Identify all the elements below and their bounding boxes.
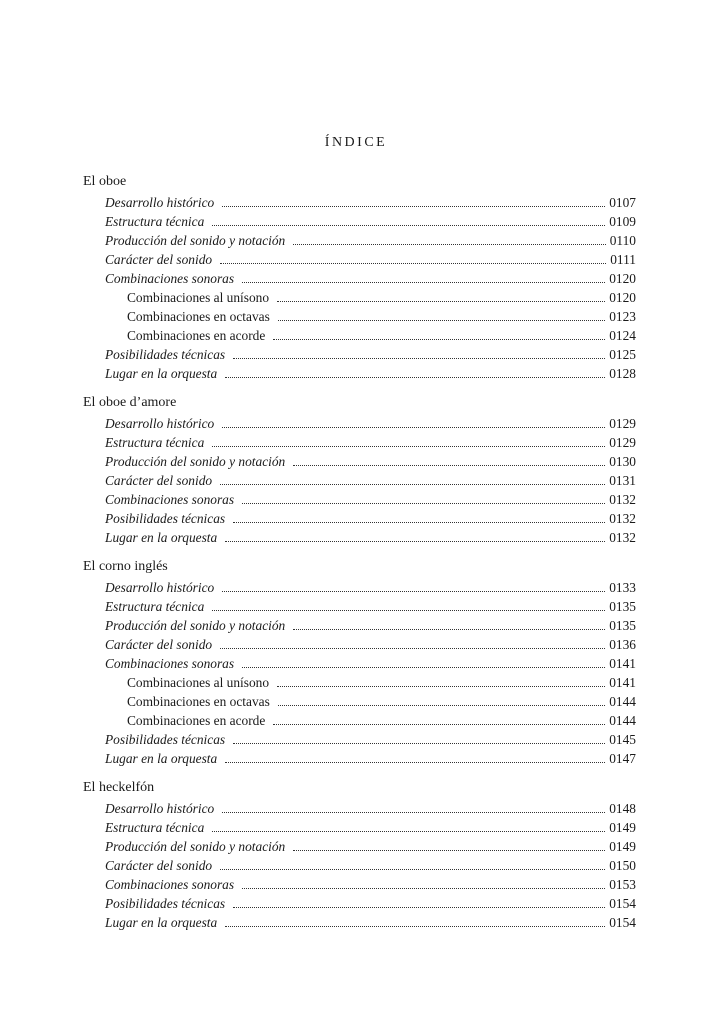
entry-label: Posibilidades técnicas [105,511,226,526]
entry-label: Estructura técnica [105,820,205,835]
page-number: 0153 [609,877,636,892]
toc-entry[interactable] [83,509,636,528]
toc-entry[interactable] [83,326,636,345]
page-number: 0135 [609,599,636,614]
dot-leader [242,502,605,504]
toc-entry[interactable] [83,307,636,326]
page-number: 0120 [609,271,636,286]
entry-label: Lugar en la orquesta [105,751,218,766]
toc-entry[interactable] [83,749,636,768]
entry-label: Estructura técnica [105,599,205,614]
page-number: 0150 [609,858,636,873]
toc-entry[interactable] [83,913,636,932]
entry-label: Combinaciones al unísono [127,290,270,305]
entry-label: Posibilidades técnicas [105,347,226,362]
toc-entry[interactable] [83,654,636,673]
entry-label: Carácter del sonido [105,252,213,267]
toc-entry[interactable] [83,490,636,509]
entry-label: Carácter del sonido [105,637,213,652]
entry-label: Producción del sonido y notación [105,839,286,854]
page-number: 0110 [609,233,636,248]
toc-entry[interactable] [83,578,636,597]
toc-section [83,555,636,768]
toc-entry[interactable] [83,433,636,452]
section-heading: El heckelfón [83,780,155,795]
dot-leader [273,338,605,340]
toc-entry[interactable] [83,414,636,433]
entry-label: Estructura técnica [105,435,205,450]
dot-leader [222,811,605,813]
dot-leader [293,243,605,245]
toc-section [83,776,636,932]
toc-entry[interactable] [83,730,636,749]
toc-entry[interactable] [83,471,636,490]
dot-leader [212,224,605,226]
entry-label: Combinaciones en octavas [127,309,270,324]
page-number: 0154 [609,915,636,930]
page-number: 0128 [609,366,636,381]
page-number: 0133 [609,580,636,595]
toc-section [83,170,636,383]
page-number: 0131 [609,473,636,488]
dot-leader [233,906,605,908]
entry-label: Combinaciones en acorde [127,328,266,343]
entry-label: Carácter del sonido [105,858,213,873]
dot-leader [233,742,605,744]
dot-leader [225,761,605,763]
entry-label: Combinaciones en acorde [127,713,266,728]
toc-entry[interactable] [83,799,636,818]
dot-leader [233,357,605,359]
dot-leader [222,205,605,207]
dot-leader [225,925,605,927]
dot-leader [220,868,605,870]
page-number: 0130 [609,454,636,469]
page-number: 0107 [609,195,636,210]
dot-leader [220,262,606,264]
page-number: 0129 [609,435,636,450]
dot-leader [242,281,605,283]
entry-label: Combinaciones en octavas [127,694,270,709]
page-number: 0123 [609,309,636,324]
page-number: 0149 [609,839,636,854]
toc-entry[interactable] [83,269,636,288]
toc-entry[interactable] [83,193,636,212]
toc-entry[interactable] [83,875,636,894]
dot-leader [222,426,605,428]
toc-entry[interactable] [83,837,636,856]
page-number: 0149 [609,820,636,835]
page-number: 0136 [609,637,636,652]
entry-label: Desarrollo histórico [105,195,215,210]
toc-entry[interactable] [83,528,636,547]
entry-label: Combinaciones sonoras [105,656,235,671]
section-heading: El oboe [83,174,127,189]
entry-label: Desarrollo histórico [105,580,215,595]
dot-leader [278,704,605,706]
entry-label: Lugar en la orquesta [105,530,218,545]
toc-entry[interactable] [83,250,636,269]
page-number: 0124 [609,328,636,343]
dot-leader [212,445,605,447]
toc-entry[interactable] [83,212,636,231]
entry-label: Posibilidades técnicas [105,896,226,911]
toc-entry[interactable] [83,452,636,471]
page-number: 0135 [609,618,636,633]
page-number: 0144 [609,694,636,709]
toc-entry[interactable] [83,635,636,654]
dot-leader [293,849,605,851]
entry-label: Combinaciones sonoras [105,271,235,286]
dot-leader [225,540,605,542]
entry-label: Lugar en la orquesta [105,366,218,381]
dot-leader [277,685,605,687]
toc-entry[interactable] [83,288,636,307]
entry-label: Estructura técnica [105,214,205,229]
dot-leader [212,609,605,611]
toc-entry[interactable] [83,711,636,730]
toc-entry[interactable] [83,231,636,250]
page-number: 0154 [609,896,636,911]
toc-section [83,391,636,547]
page-number: 0147 [609,751,636,766]
entry-label: Lugar en la orquesta [105,915,218,930]
toc-entry[interactable] [83,616,636,635]
table-of-contents [83,170,636,940]
page-title: ÍNDICE [324,135,388,150]
page-number: 0148 [609,801,636,816]
page-number: 0144 [609,713,636,728]
entry-label: Combinaciones sonoras [105,877,235,892]
page-number: 0141 [609,675,636,690]
page-number: 0125 [609,347,636,362]
toc-entry[interactable] [83,692,636,711]
toc-entry[interactable] [83,345,636,364]
dot-leader [233,521,605,523]
dot-leader [277,300,605,302]
toc-entry[interactable] [83,856,636,875]
page-number: 0141 [609,656,636,671]
entry-label: Posibilidades técnicas [105,732,226,747]
page-number: 0111 [610,252,636,267]
page-number: 0145 [609,732,636,747]
page-number: 0132 [609,492,636,507]
entry-label: Desarrollo histórico [105,416,215,431]
dot-leader [273,723,605,725]
entry-label: Producción del sonido y notación [105,618,286,633]
dot-leader [293,464,605,466]
dot-leader [242,666,605,668]
page-number: 0132 [609,530,636,545]
page-number: 0120 [609,290,636,305]
page-number: 0109 [609,214,636,229]
section-heading: El oboe d’amore [83,395,177,410]
dot-leader [225,376,605,378]
entry-label: Producción del sonido y notación [105,233,286,248]
entry-label: Desarrollo histórico [105,801,215,816]
dot-leader [220,483,605,485]
toc-entry[interactable] [83,818,636,837]
dot-leader [220,647,605,649]
entry-label: Producción del sonido y notación [105,454,286,469]
section-heading: El corno inglés [83,559,168,574]
dot-leader [293,628,605,630]
toc-entry[interactable] [83,597,636,616]
dot-leader [212,830,605,832]
dot-leader [278,319,605,321]
entry-label: Combinaciones sonoras [105,492,235,507]
dot-leader [242,887,605,889]
entry-label: Carácter del sonido [105,473,213,488]
page-number: 0129 [609,416,636,431]
dot-leader [222,590,605,592]
entry-label: Combinaciones al unísono [127,675,270,690]
page-number: 0132 [609,511,636,526]
toc-entry[interactable] [83,673,636,692]
toc-entry[interactable] [83,364,636,383]
toc-entry[interactable] [83,894,636,913]
